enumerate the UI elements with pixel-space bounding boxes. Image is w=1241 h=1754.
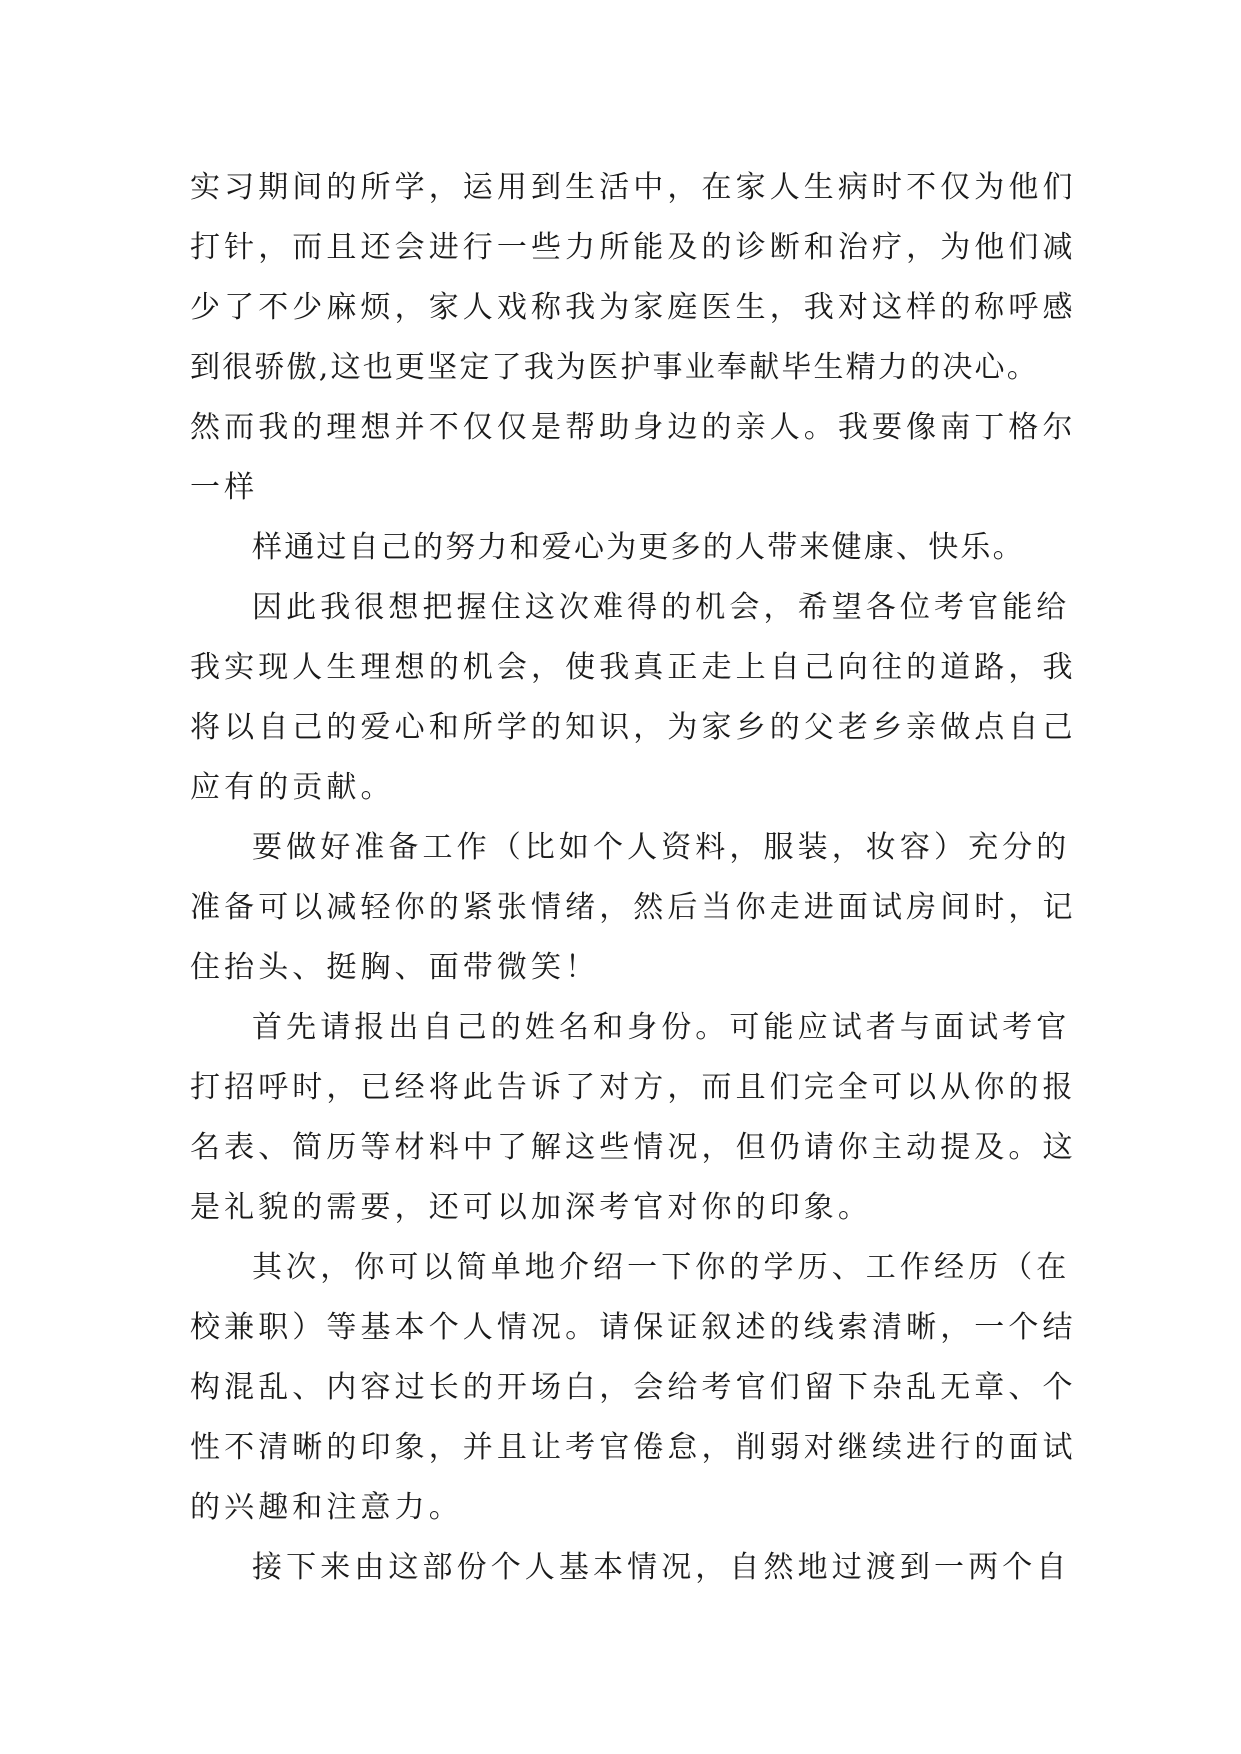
text-line: 住抬头、挺胸、面带微笑！ bbox=[190, 950, 600, 985]
text-line: 少了不少麻烦，家人戏称我为家庭医生，我对这样的称呼感 bbox=[190, 290, 1077, 325]
text-line: 打针，而且还会进行一些力所能及的诊断和治疗，为他们减 bbox=[190, 230, 1077, 265]
text-line: 接下来由这部份个人基本情况，自然地过渡到一两个自 bbox=[252, 1550, 1071, 1585]
text-line: 打招呼时，已经将此告诉了对方，而且们完全可以从你的报 bbox=[190, 1070, 1077, 1105]
text-line: 然而我的理想并不仅仅是帮助身边的亲人。我要像南丁格尔 bbox=[190, 410, 1077, 445]
text-line: 将以自己的爱心和所学的知识，为家乡的父老乡亲做点自己 bbox=[190, 710, 1077, 745]
text-line: 因此我很想把握住这次难得的机会，希望各位考官能给 bbox=[252, 590, 1071, 625]
text-line: 的兴趣和注意力。 bbox=[190, 1490, 463, 1525]
text-line: 样通过自己的努力和爱心为更多的人带来健康、快乐。 bbox=[252, 530, 1025, 565]
text-line: 要做好准备工作（比如个人资料，服装，妆容）充分的 bbox=[252, 830, 1071, 865]
text-line: 其次，你可以简单地介绍一下你的学历、工作经历（在 bbox=[252, 1250, 1071, 1285]
text-line: 是礼貌的需要，还可以加深考官对你的印象。 bbox=[190, 1190, 872, 1225]
text-line: 名表、简历等材料中了解这些情况，但仍请你主动提及。这 bbox=[190, 1130, 1077, 1165]
text-line: 构混乱、内容过长的开场白，会给考官们留下杂乱无章、个 bbox=[190, 1370, 1077, 1405]
text-line: 到很骄傲,这也更坚定了我为医护事业奉献毕生精力的决心。 bbox=[190, 350, 1039, 385]
text-line: 我实现人生理想的机会，使我真正走上自己向往的道路，我 bbox=[190, 650, 1077, 685]
text-line: 首先请报出自己的姓名和身份。可能应试者与面试考官 bbox=[252, 1010, 1071, 1045]
text-line: 校兼职）等基本个人情况。请保证叙述的线索清晰，一个结 bbox=[190, 1310, 1077, 1345]
text-line: 应有的贡献。 bbox=[190, 770, 395, 805]
document-body bbox=[190, 158, 1077, 1598]
text-line: 准备可以减轻你的紧张情绪，然后当你走进面试房间时，记 bbox=[190, 890, 1077, 925]
text-line: 一样 bbox=[190, 470, 259, 505]
text-line: 性不清晰的印象，并且让考官倦怠，削弱对继续进行的面试 bbox=[190, 1430, 1077, 1465]
text-line: 实习期间的所学，运用到生活中，在家人生病时不仅为他们 bbox=[190, 170, 1077, 205]
